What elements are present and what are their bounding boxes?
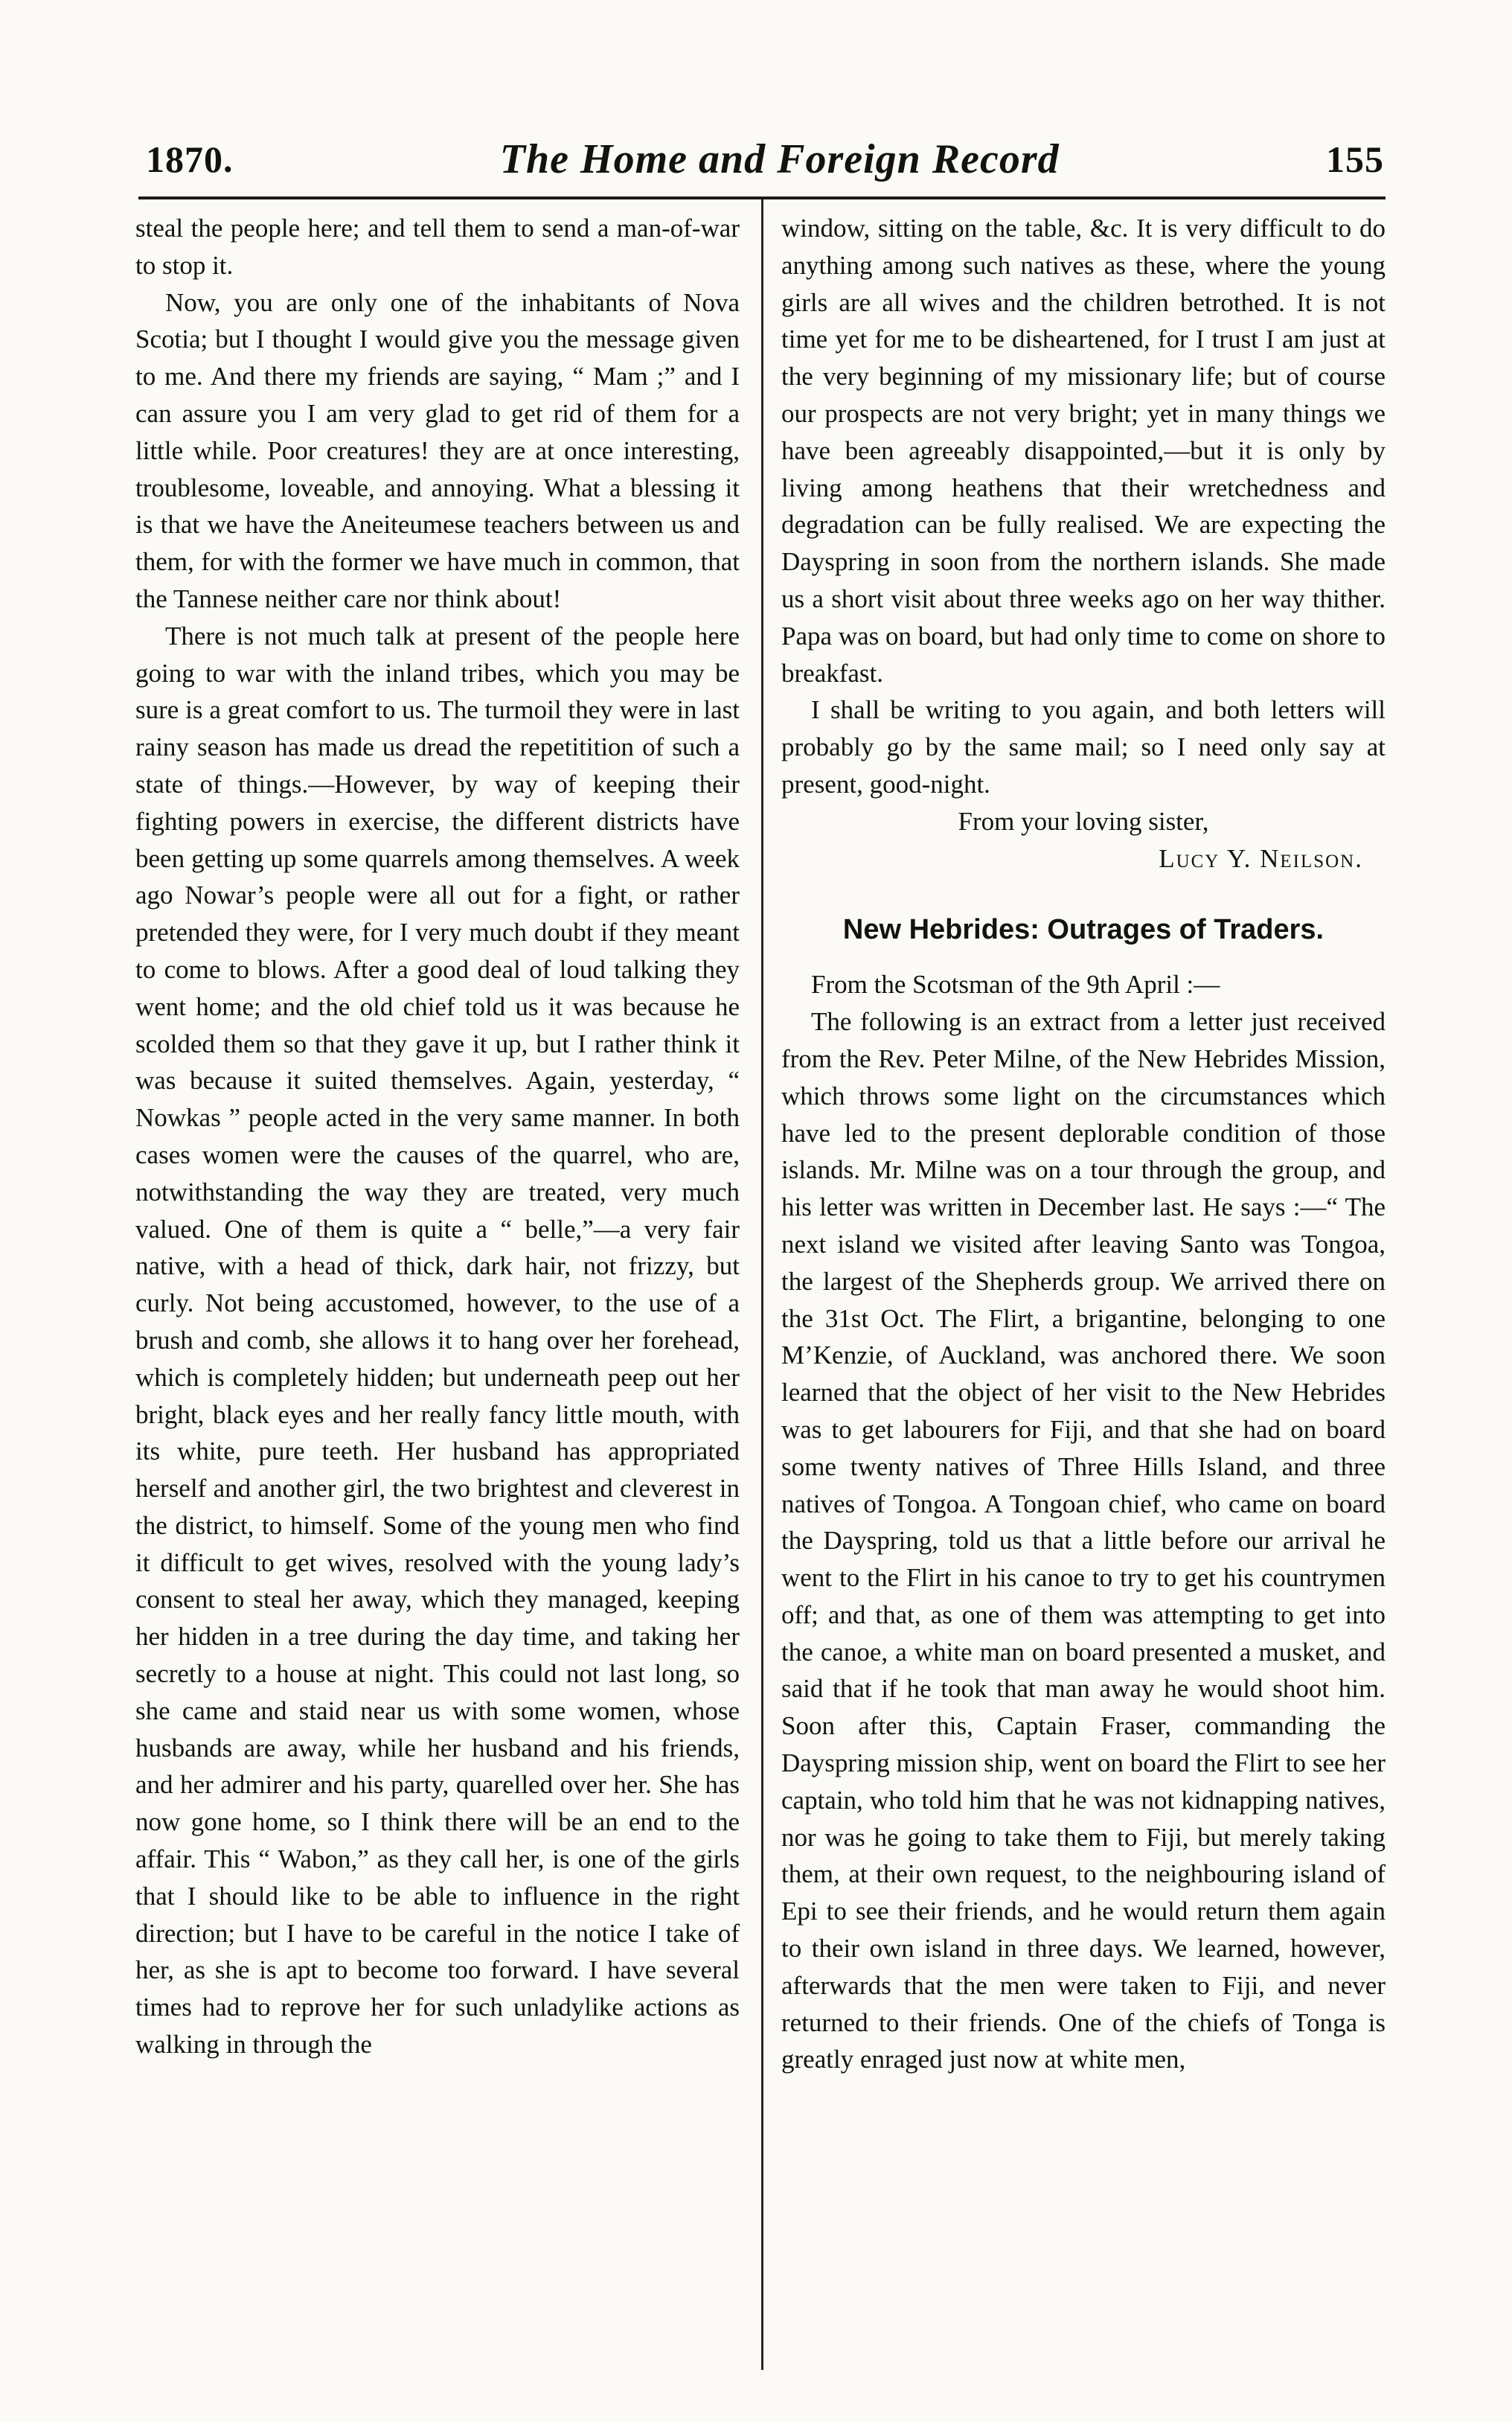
- left-paragraph: Now, you are only one of the inhabitants of Nova Scotia; but I thought I would give you the message given to me. And there my friends are saying, “ Mam ;” and I can assure you I am very glad to get rid of them for a little while. Poor creatures! they are at once interesting, troublesome, loveable, and annoying. What a blessing it is that we have the Aneiteumese teachers between us and them, for with the former we have much in common, that the Tannese neither care nor think about!: [135, 287, 740, 613]
- right-paragraph: window, sitting on the table, &c. It is very difficult to do anything among such natives as these, where the young girls are all wives and the children betrothed. It is not time yet for me to be disheartened, for I trust I am just at the very beginning of my missionary life; but of course our prospects are not very bright; yet in many things we have been agreeably disappointed,—but it is only by living among heathens that their wretchedness and degradation can be fully realised. We are expecting the Dayspring in soon from the northern islands. She made us a short visit about three weeks ago on her way thither. Papa was on board, but had only time to come on shore to breakfast.: [781, 214, 1386, 688]
- article-paragraph: From the Scotsman of the 9th April :—: [811, 970, 1220, 1000]
- right-column: [781, 210, 1386, 2078]
- header-year: 1870.: [146, 138, 234, 180]
- letter-signature: Lucy Y. Neilson.: [1159, 843, 1363, 873]
- article-title: New Hebrides: Outrages of Traders.: [842, 914, 1324, 946]
- left-paragraph: steal the people here; and tell them to send a man-of-war to stop it.: [135, 214, 740, 280]
- page-header: [146, 128, 1384, 191]
- publication-title: The Home and Foreign Record: [499, 136, 1060, 182]
- page-number: 155: [1325, 138, 1384, 180]
- letter-closing: From your loving sister,: [958, 806, 1209, 836]
- left-paragraph: There is not much talk at present of the people here going to war with the inland tribes, which you may be sure is a great comfort to us. The turmoil they were in last rainy season has made us dread the repetitition of such a state of things.—However, by way of keeping their fighting powers in exercise, the different districts have been getting up some quarrels among themselves. A week ago Nowar’s people were all out for a fight, or rather pretended they were, for I very much doubt if they meant to come to blows. After a good deal of loud talking they went home; and the old chief told us it was because he scolded them so that they gave it up, but I rather think it was because it suited themselves. Again, yesterday, “ Nowkas ” people acted in the very same manner. In both cases women were the causes of the quarrel, who are, notwithstanding the way they are treated, very much valued. One of them is quite a “ belle,”—a very fair native, with a head of thick, dark hair, not frizzy, but curly. Not being accustomed, however, to the use of a brush and comb, she allows it to hang over her forehead, which is completely hidden; but underneath peep out her bright, black eyes and her really fancy little mouth, with its white, pure teeth. Her husband has appropriated herself and another girl, the two brightest and cleverest in the district, to himself. Some of the young men who find it difficult to get wives, resolved with the young lady’s consent to steal her away, which they managed, keeping her hidden in a tree during the day time, and taking her secretly to a house at night. This could not last long, so she came and staid near us with some women, whose husbands are away, while her husband and his friends, and her admirer and his party, quarelled over her. She has now gone home, so I think there will be an end to the affair. This “ Wabon,” as they call her, is one of the girls that I should like to be able to influence in the right direction; but I have to be careful in the notice I take of her, as she is apt to become too forward. I have several times had to reprove her for such unladylike actions as walking in through the: [135, 621, 740, 2060]
- article-paragraph: The following is an extract from a letter just received from the Rev. Peter Milne, of the New Hebrides Mission, which throws some light on the circumstances which have led to the present deplorable condition of those islands. Mr. Milne was on a tour through the group, and his letter was written in December last. He says :—“ The next island we visited after leaving Santo was Tongoa, the largest of the Shepherds group. We arrived there on the 31st Oct. The Flirt, a brigantine, belonging to one M’Kenzie, of Auckland, was anchored there. We soon learned that the object of her visit to the New Hebrides was to get labourers for Fiji, and that she had on board some twenty natives of Three Hills Island, and three natives of Tongoa. A Tongoan chief, who came on board the Dayspring, told us that a little before our arrival he went to the Flirt in his canoe to try to get his countrymen off; and that, as one of them was attempting to get into the canoe, a white man on board presented a musket, and said that if he took that man away he would shoot him. Soon after this, Captain Fraser, commanding the Dayspring mission ship, went on board the Flirt to see her captain, who told him that he was not kidnapping natives, nor was he going to take them to Fiji, but merely taking them, at their own request, to the neighbouring island of Epi to see their friends, and he would return them again to their own island in three days. We learned, however, afterwards that the men were taken to Fiji, and never returned to their friends. One of the chiefs of Tonga is greatly enraged just now at white men,: [781, 1007, 1386, 2074]
- right-paragraph: I shall be writing to you again, and both letters will probably go by the same mail; so I need only say at present, good-night.: [781, 695, 1386, 799]
- column-divider: [761, 199, 763, 2370]
- left-column: [135, 210, 740, 2063]
